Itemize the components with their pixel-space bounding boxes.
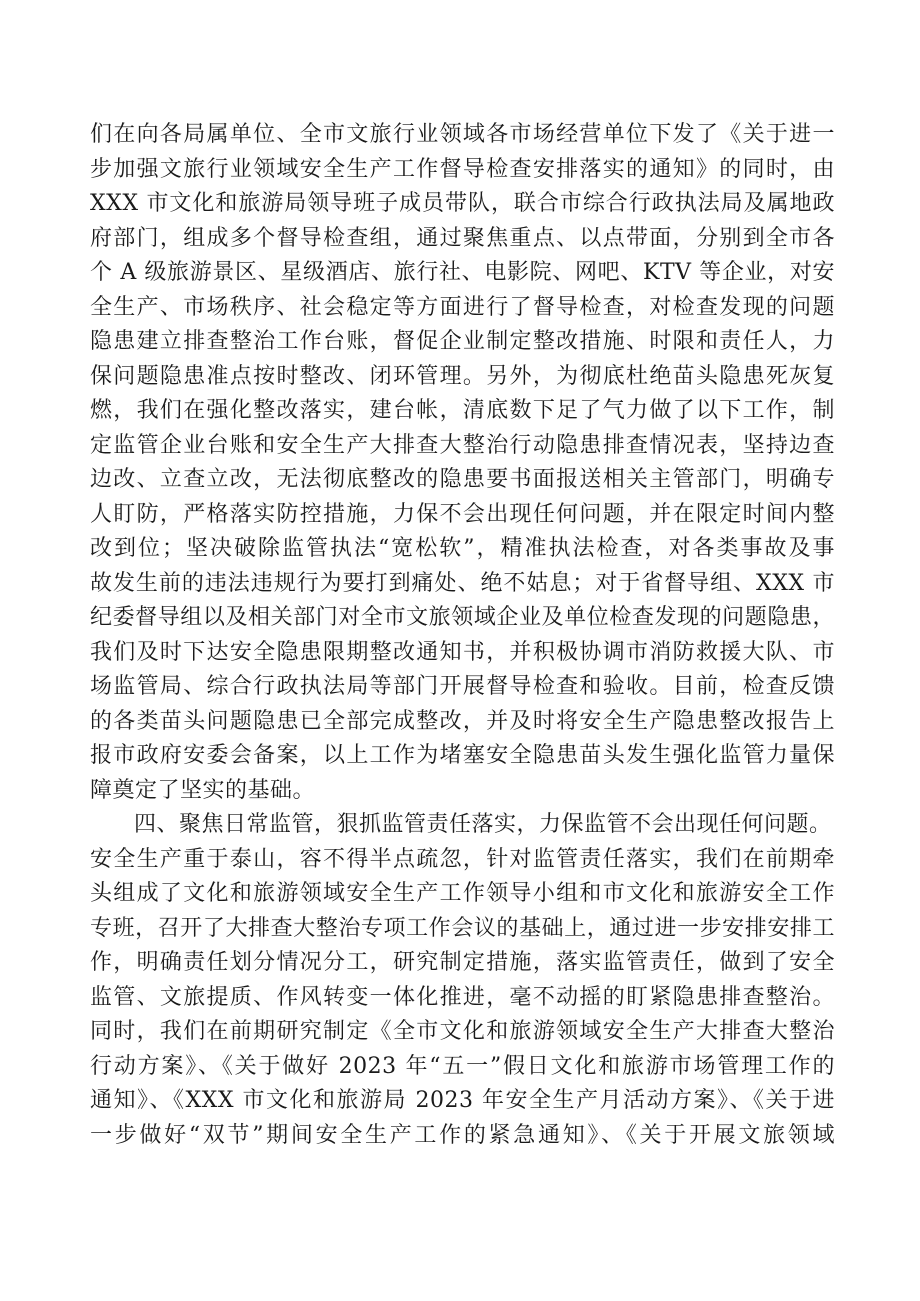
text-line: 安全生产重于泰山，容不得半点疏忽，针对监管责任落实，我们在前期牵 [90, 846, 835, 872]
text-line: 故发生前的违法违规行为要打到痛处、绝不姑息；对于省督导组、XXX 市 [90, 570, 835, 596]
text-line: 保问题隐患准点按时整改、闭环管理。另外，为彻底杜绝苗头隐患死灰复 [90, 363, 835, 389]
text-line: XXX 市文化和旅游局领导班子成员带队，联合市综合行政执法局及属地政 [90, 191, 835, 216]
text-line: 行动方案》、《关于做好 2023 年“五一”假日文化和旅游市场管理工作的 [90, 1053, 835, 1079]
text-line: 监管、文旅提质、作风转变一体化推进，毫不动摇的盯紧隐患排查整治。 [90, 984, 835, 1010]
text-line: 障奠定了坚实的基础。 [90, 777, 316, 803]
text-line: 边改、立查立改，无法彻底整改的隐患要书面报送相关主管部门，明确专 [90, 467, 835, 492]
text-line: 隐患建立排查整治工作台账，督促企业制定整改措施、时限和责任人，力 [90, 329, 835, 354]
text-line: 个 A 级旅游景区、星级酒店、旅行社、电影院、网吧、KTV 等企业，对安 [90, 260, 835, 285]
text-line: 我们及时下达安全隐患限期整改通知书，并积极协调市消防救援大队、市 [90, 639, 835, 665]
text-line: 专班，召开了大排查大整治专项工作会议的基础上，通过进一步安排安排工 [90, 915, 835, 941]
paragraph-1 [90, 118, 835, 808]
section-heading-line: 四、聚焦日常监管，狠抓监管责任落实，力保监管不会出现任何问题。 [134, 812, 832, 837]
text-line: 头组成了文化和旅游领域安全生产工作领导小组和市文化和旅游安全工作 [90, 881, 835, 906]
text-line: 纪委督导组以及相关部门对全市文旅领域企业及单位检查发现的问题隐患， [90, 605, 835, 630]
document-body [90, 118, 835, 1153]
text-line: 定监管企业台账和安全生产大排查大整治行动隐患排查情况表，坚持边查 [90, 432, 835, 458]
text-line: 府部门，组成多个督导检查组，通过聚焦重点、以点带面，分别到全市各 [90, 225, 835, 251]
text-line: 们在向各局属单位、全市文旅行业领域各市场经营单位下发了《关于进一 [90, 122, 835, 147]
text-line: 报市政府安委会备案，以上工作为堵塞安全隐患苗头发生强化监管力量保 [90, 743, 835, 768]
paragraph-2 [90, 808, 835, 1153]
text-line: 同时，我们在前期研究制定《全市文化和旅游领域安全生产大排查大整治 [90, 1019, 835, 1044]
text-line: 的各类苗头问题隐患已全部完成整改，并及时将安全生产隐患整改报告上 [90, 708, 835, 734]
text-line: 场监管局、综合行政执法局等部门开展督导检查和验收。目前，检查反馈 [90, 674, 835, 699]
text-line: 一步做好“双节”期间安全生产工作的紧急通知》、《关于开展文旅领域 [90, 1122, 835, 1148]
text-line: 全生产、市场秩序、社会稳定等方面进行了督导检查，对检查发现的问题 [90, 294, 835, 320]
text-line: 燃，我们在强化整改落实，建台帐，清底数下足了气力做了以下工作，制 [90, 398, 835, 423]
text-line: 作，明确责任划分情况分工，研究制定措施，落实监管责任，做到了安全 [90, 950, 835, 975]
text-line: 通知》、《XXX 市文化和旅游局 2023 年安全生产月活动方案》、《关于进 [90, 1088, 835, 1113]
text-line: 步加强文旅行业领域安全生产工作督导检查安排落实的通知》的同时，由 [90, 156, 835, 182]
text-line: 人盯防，严格落实防控措施，力保不会出现任何问题，并在限定时间内整 [90, 501, 835, 527]
text-line: 改到位；坚决破除监管执法“宽松软”，精准执法检查，对各类事故及事 [90, 536, 835, 561]
